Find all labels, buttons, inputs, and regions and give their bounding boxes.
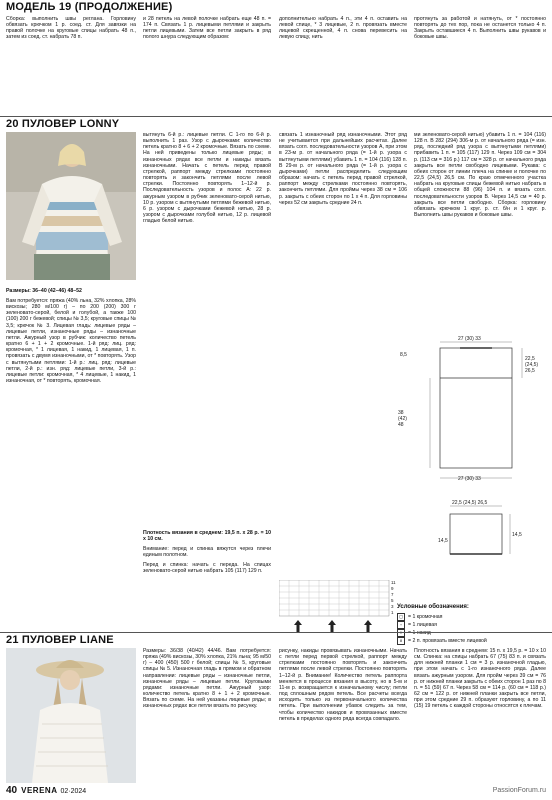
section-20-column-1: Вам потребуется: пряжа (40% льна, 32% хлопка, 28% вискозы; 280 м/100 г) – по 200 (200) 300 г зеленовато-серой, белой и голубой, а также 100 (100) 200 г бежевой; спицы № 3,5; круговые спицы № 3,5; крючок № 3. Лицевая гладь: лицевые ряды – лицевые петли, изнаночные ряды – изнаночные петли. Ажурный узор в рубчик: количество петель кратно 6 + 1 + 2 кромочные. 1-й ряд: лиц. ряд: кромочная, * 1 лицевая, 1 накид, 1 лицевая, 1 п. провязать с двумя изнаночными, от * повторять. Узор с вытянутыми петлями: 1-й р.: лиц. ряд: лицевые петли, 2-й р.: изн. ряд: лицевые петли, 3-й р.: лицевые петли: кромочная, * 4 лицевые, 1 накид, 1 изнаночная, от * повторять, кромочная. bbox=[6, 298, 136, 385]
brand-name: VERENA bbox=[21, 786, 58, 795]
section-20-column-4: ми зеленовато-серой нитью) убавить 1 п. = 104 (116) 128 п. В 282 (294) 306-м р. от начального ряда (= изн. ряд, последний ряд узора с вытянутыми петлями) прибавить 1 п. = 105 (117) 129 п. Через 109 см = 304 р. (113 см = 316 р.) 117 см = 328 р. от начального ряда закрыть все петли свободно лицевыми. Рукава: с обеих сторон от линии плеча на спинке и полочке по 22,5 (24,5) 26,5 см. По краю отмеченного участка набрать на круговые спицы бежевой нитью набрать в общей сложности 88 (96) 104 п. и вязать согл. последовательности узоров B. Через 14,5 см = 40 р. закрыть все петли свободно. Сборка: горловину обвязать крючком 1 круг. р. ст. б/н и 1 круг. р. Выполнить швы рукавов и боковые швы. bbox=[414, 132, 546, 219]
section-21-column-1: Размеры: 36/38 (40/42) 44/46. Вам потребуется: пряжа (49% вискозы, 30% хлопка, 21% льна; 95 м/50 г) – 400 (450) 500 г белой; спицы № 5, круговые спицы № 5. Изнаночная гладь в прямом и обратном направлении: лицевые ряды – изнаночные петли, изнаночные ряды – лицевые петли. Круговыми рядами: изнаночные петли. Ажурный узор: количество петель кратно 8 + 1 + 2 кромочные. Вязать по схеме. На ней указаны лицевые ряды; в изнаночных рядах все петли вязать по рисунку. bbox=[143, 648, 271, 710]
legend-label: = 1 кромочная bbox=[408, 613, 443, 620]
chart-row-1: 1 bbox=[391, 610, 394, 615]
knit-stitch-icon: ▫ bbox=[397, 621, 405, 629]
chart-arrows bbox=[290, 620, 380, 632]
page-number: 40 bbox=[6, 785, 18, 796]
edge-stitch-icon: ◻ bbox=[397, 613, 405, 621]
chart-row-numbers bbox=[391, 580, 396, 616]
legend-row-knit bbox=[397, 621, 547, 629]
chart-row-7: 7 bbox=[391, 592, 394, 597]
schematic-body-height: 38 (42) 48 bbox=[398, 410, 407, 428]
chart-row-3: 3 bbox=[391, 604, 394, 609]
top-column-1: Сборка: выполнить швы реглана. Горловину обвязать крючком 1 р. соед. ст. Для завязки на правой полочке на круговые спицы набрать 48 п., затем из соед. ст. набрать 78 п. bbox=[6, 16, 136, 41]
chart-row-9: 9 bbox=[391, 586, 394, 591]
legend-label: = 1 лицевая bbox=[408, 621, 437, 628]
garment-schematic bbox=[410, 338, 550, 598]
chart-row-11: 11 bbox=[391, 580, 396, 585]
section-20-column-3: связать 1 изнаночный ряд изнаночными. Этот ряд не учитывается при дальнейших расчетах. Далее вязать согл. последовательности узоров A, при этом в 23-м р. от начального ряда (= 1-й р. узора с вытянутыми петлями) убавить 1 п. = 104 (116) 128 п. В 29-м р. от начального ряда (= 1-й р. узора с дырочками) петли распределить следующим образом: начать с петель перед правой стрелкой, раппорт между стрелками постоянно повторять, закончить петлями. Для проймы через 38 см = 106 р. закрыть с обеих сторон по 1 х 4 п. Для горловины через 52 см закрыть средние 24 п. bbox=[279, 132, 407, 206]
model-20-illustration bbox=[6, 132, 136, 280]
schematic-measure-1: 8,5 bbox=[400, 352, 407, 358]
section-21-header bbox=[0, 629, 552, 647]
section-21-column-2: рисунку, накиды провязывать изнаночными. Начать с петли перед первой стрелкой, раппорт между стрелками постоянно повторять и закончить петлями после левой стрелки. Постоянно повторять 1–12-й р. Внимание! Количество петель раппорта меняется в процессе вязания в высоту, но в 5-м и 11-м р. возвращается к изначальному числу; петли под сплошным рядом петель. Все расчеты всегда исходить только из первоначального количества петель. При выполнении убавок следить за тем, чтобы количество накидов и провязанных вместе петель в пределах одного ряда всегда совпадало. bbox=[279, 648, 407, 722]
top-column-3: дополнительно набрать 4 п., эти 4 п. оставить на левой спице, * 3 лицевые, 2 п. провязать вместе лицевой скрещенной, 4 п. снова перевесить на левую спицу, нить bbox=[279, 16, 407, 41]
schematic-width-top: 27 (30) 33 bbox=[458, 336, 481, 342]
knit-two-together-icon: ∧ bbox=[397, 637, 405, 645]
schematic-sleeve-height: 14,5 bbox=[512, 532, 522, 538]
chart-row-5: 5 bbox=[391, 598, 394, 603]
schematic-measure-2: 14,5 bbox=[438, 538, 448, 544]
arrow-up-icon bbox=[364, 620, 372, 632]
model-21-illustration bbox=[6, 648, 136, 783]
section-20-front-back: Перед и спинка: начать с переда. На спицах зеленовато-серой нитью набрать 105 (117) 129 п. bbox=[143, 562, 271, 575]
stitch-chart bbox=[279, 580, 397, 620]
arrow-up-icon bbox=[328, 620, 336, 632]
page-title: МОДЕЛЬ 19 (ПРОДОЛЖЕНИЕ) bbox=[6, 1, 173, 13]
section-20-header bbox=[0, 116, 552, 131]
top-column-2: и 28 петель на левой полочке набрать еще 48 п. = 174 п. Связать 1 р. лицевыми петлями и закрыть петли лицевыми. Затем все петли закрыть в ряд полого шнура следующим образом: bbox=[143, 16, 271, 41]
section-20-sizes: Размеры: 36–40 (42–46) 48–52 bbox=[6, 288, 82, 294]
section-20-attention: Внимание: перед и спинка вяжутся через плечи единым полотном. bbox=[143, 546, 271, 559]
issue-number: 02·2024 bbox=[60, 788, 87, 795]
continuation-header bbox=[0, 0, 552, 14]
watermark: PassionForum.ru bbox=[492, 787, 546, 794]
section-20-density: Плотность вязания в среднем: 19,5 п. x 28 р. = 10 x 10 см. bbox=[143, 530, 271, 543]
schematic-armhole-height: 22,5 (24,5) 26,5 bbox=[525, 356, 539, 374]
section-21-column-3: Плотность вязания в среднем: 15 п. x 19,5 р. = 10 x 10 см. Спинка: на спицы набрать 67 (75) 83 п. и связать для нижней планки 1 см = 3 р. изнаночной гладью, при этом начать с 1-го изнаночного ряда. Далее вязать ажурным узором. Для пройм через 39 см = 76 р. от нижней планки закрыть с обеих сторон 1 раз по 8 п. = 51 (59) 67 п. Через 58 см = 114 р. (60 см = 118 р.) 62 см = 122 р. от нижней планки закрыть все петли, при этом средние 29 п. образуют горловину, а по 11 (15) 19 петель с каждой стороны относятся к плечам. bbox=[414, 648, 546, 710]
section-20-column-2: вытянуть 6-й р.: лицевые петли. С 1-го по 6-й р. выполнить 1 раз. Узор с дырочками: количество петель кратно 8 + 6 + 2 кромочные. Вязать по схеме. На ней приведены только лицевые ряды; в изнаночных рядах все петли и накиды вязать изнаночными. Начать с петель перед правой стрелкой, раппорт между стрелками постоянно повторять и закончить петлями после левой стрелки. Постоянно повторять 1–12-й р. Последовательность узоров и полос A: 22 р. ажурным узором в рубчик зеленовато-серой нитью, 10 р. узором с вытянутыми петлями бежевой нитью, 6 р. узором с дырочками бежевой нитью, 28 р. узором с дырочками голубой нитью, 12 р. лицевой гладью белой нитью. bbox=[143, 132, 271, 225]
section-21-title: 21 ПУЛОВЕР LIANE bbox=[6, 634, 114, 646]
yarn-over-icon: ○ bbox=[397, 629, 405, 637]
legend-title: Условные обозначения: bbox=[397, 604, 469, 610]
model-21-photo bbox=[6, 648, 136, 783]
schematic-sleeve-width: 22,5 (24,5) 26,5 bbox=[452, 500, 488, 506]
model-20-photo bbox=[6, 132, 136, 280]
legend-label: = 1 накид bbox=[408, 629, 431, 636]
section-20-title: 20 ПУЛОВЕР LONNY bbox=[6, 118, 120, 130]
page-footer bbox=[6, 785, 86, 796]
legend-row-edge bbox=[397, 613, 547, 621]
top-column-4: протянуть за работой и натянуть, от * постоянно повторять до тех пор, пока не останется только 4 п. Закрыть оставшиеся 4 п. Выполнить швы рукавов и боковые швы. bbox=[414, 16, 546, 41]
schematic-width-bottom: 27 (30) 33 bbox=[458, 476, 481, 482]
arrow-up-icon bbox=[294, 620, 302, 632]
legend-label: = 2 п. провязать вместе лицевой bbox=[408, 637, 487, 644]
